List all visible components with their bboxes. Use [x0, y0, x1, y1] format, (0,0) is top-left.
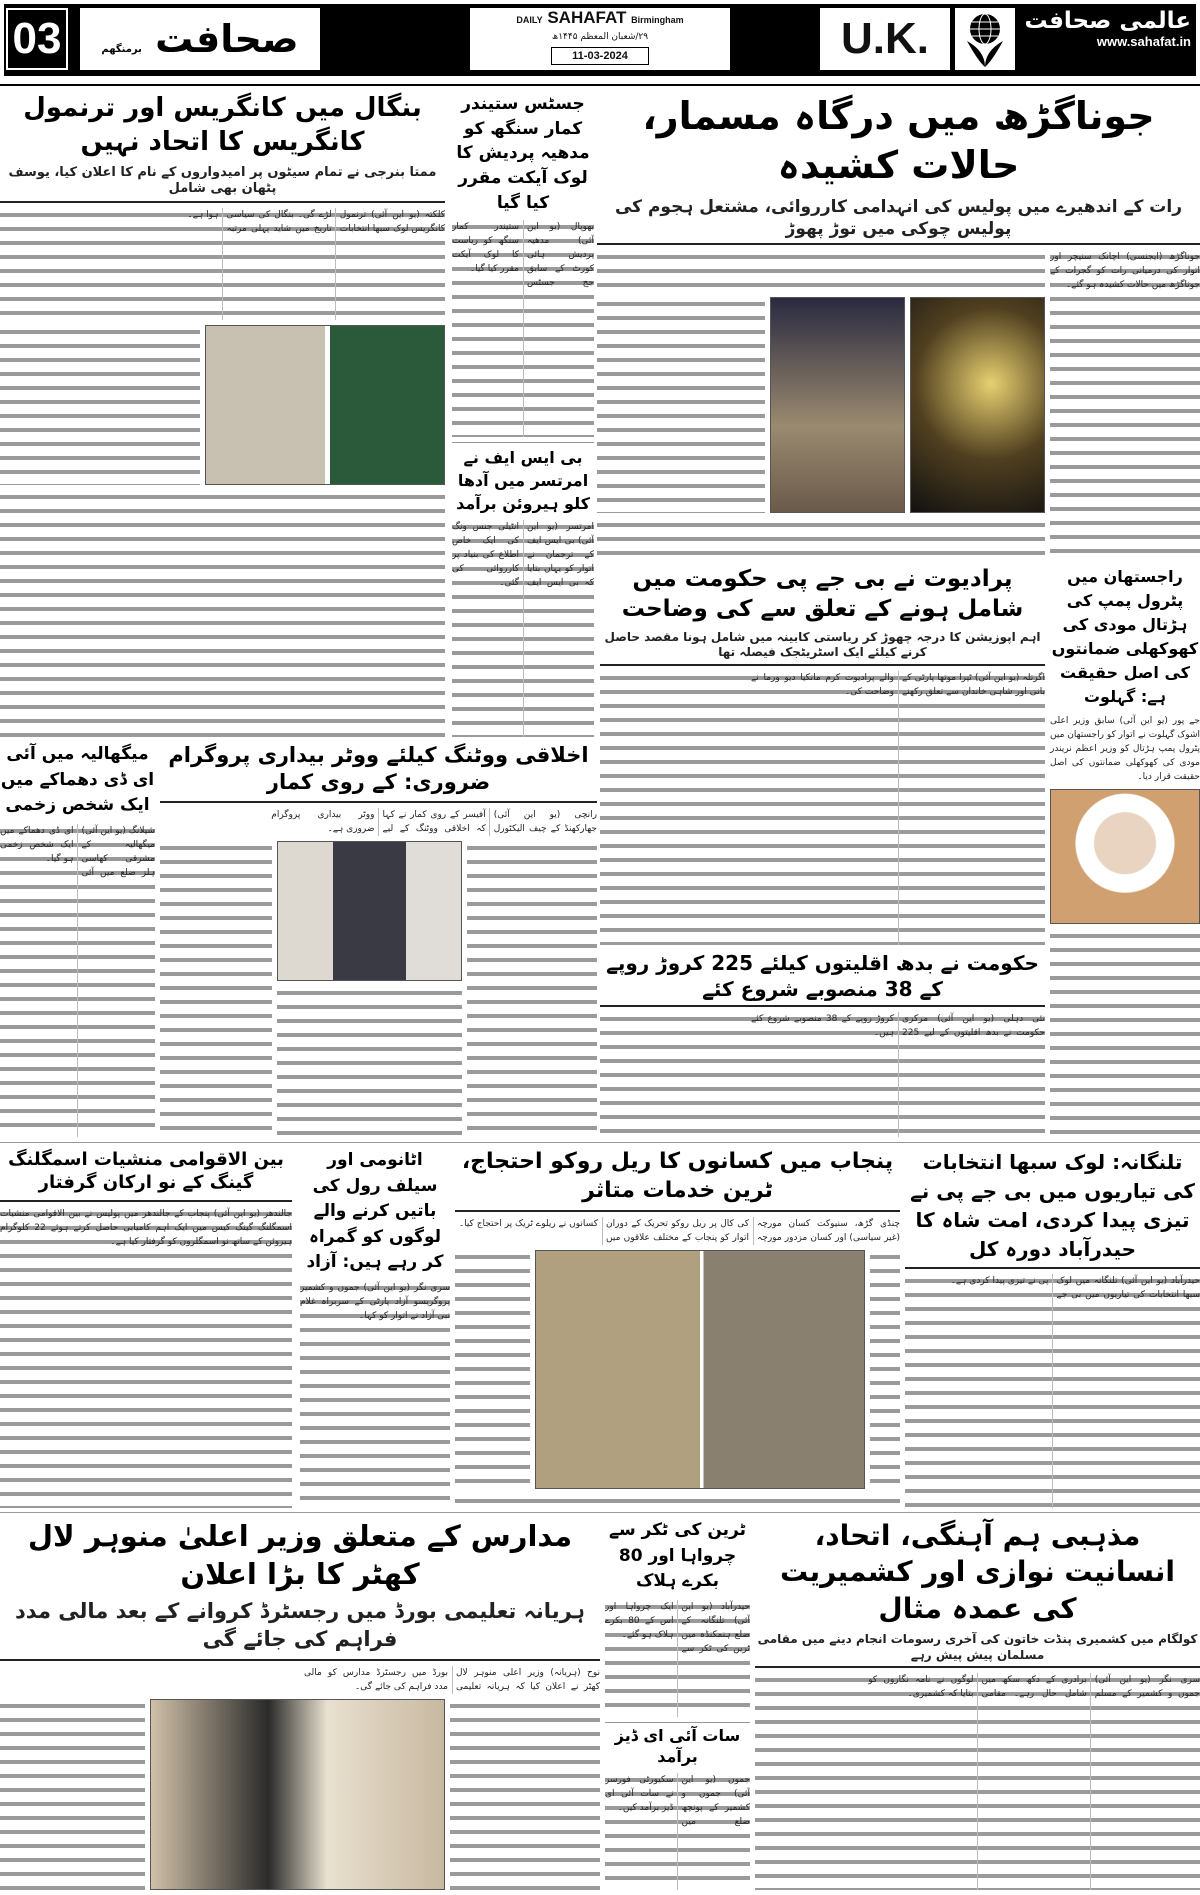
- headline-punjab: پنجاب میں کسانوں کا ریل روکو احتجاج، ٹرین خدمات متاثر: [455, 1148, 900, 1212]
- lede-madaris: نوح (ہریانہ) وزیر اعلی منوہر لال کھٹر نے اعلان کیا کہ ہریانہ تعلیمی بورڈ میں رجسٹرڈ مدارس کو مالی مدد فراہم کی جائے گی۔: [304, 1667, 600, 1692]
- body-madaris-right: [450, 1699, 600, 1890]
- body-ied: [605, 1773, 750, 1890]
- photo-gehlot: [1050, 789, 1200, 924]
- body-bsf: [452, 520, 594, 737]
- page-number: 03: [6, 8, 68, 70]
- urdu-logo-text: صحافت: [155, 17, 299, 61]
- photo-khattar: [150, 1699, 445, 1890]
- headline-meghalaya: میگھالیہ میں آئی ای ڈی دھماکے میں ایک شخص زخمی: [0, 744, 155, 815]
- subhead-bengal: ممتا بنرجی نے تمام سیٹوں پر امیدواروں کے نام کا اعلان کیا، یوسف پٹھان بھی شامل: [0, 165, 445, 204]
- headline-pradyot: پرادیوت نے بی جے پی حکومت میں شامل ہونے کے تعلق سے کی وضاحت: [621, 566, 1024, 622]
- lede-junagadh: جوناگڑھ (ایجنسی) اچانک سنیچر اور اتوار کی درمیانی رات کو گجرات کے جوناگڑھ میں حالات کشیدہ ہو گئے۔: [1050, 251, 1200, 290]
- article-buddhist: [600, 950, 1045, 1137]
- headline-bengal: بنگال میں کانگریس اور ترنمول کانگریس کا اتحاد نہیں: [23, 93, 422, 157]
- section-divider: [0, 1512, 1200, 1513]
- lede-pradyot: اگرتلہ (یو این آئی) ٹپرا موتھا پارٹی کے بانی اور شاہی خاندان سے تعلق رکھنے والے پرادیوت کرم مانکیا دیو ورما نے وضاحت کی۔: [751, 672, 1045, 697]
- lede-meghalaya: شیلانگ (یو این آئی) میگھالیہ کے مشرقی کھاسی ہلز ضلع میں آئی ای ڈی دھماکے میں ایک شخص زخمی ہو گیا۔: [0, 825, 155, 878]
- photo-rail-roko: [535, 1250, 865, 1489]
- brand: [1025, 8, 1195, 70]
- body-lokayukt: [452, 220, 594, 437]
- article-junagadh: [597, 92, 1200, 560]
- body-azad: [300, 1281, 450, 1509]
- body-pradyot: [600, 671, 1045, 945]
- headline-buddhist: حکومت نے بدھ اقلیتوں کیلئے 225 کروڑ روپے کے 38 منصوبے شروع کئے: [600, 950, 1045, 1007]
- headline-bsf: بی ایس ایف نے امرتسر میں آدھا کلو ہیروئن برآمد: [452, 442, 594, 516]
- article-goats-ied: [605, 1518, 750, 1890]
- article-punjab: [455, 1148, 900, 1508]
- subhead-madaris: ہریانہ تعلیمی بورڈ میں رجسٹرڈ کروانے کے بعد مالی مدد فراہم کی جائے گی: [0, 1598, 600, 1661]
- lede-drugs: جالندھر (یو این آئی) پنجاب کے جالندھر میں پولیس نے بین الاقوامی منشیات اسمگلنگ گینگ کیس میں ایک اہم کامیابی حاصل کرتے ہوئے 22 کلوگرام ہیروئن کے ساتھ نو اسمگلروں کو گرفتار کیا ہے۔: [0, 1208, 292, 1247]
- body-punjab-left: [455, 1250, 530, 1489]
- masthead-rule: [0, 84, 1200, 86]
- headline-azad: اٹانومی اور سیلف رول کی باتیں کرنے والے لوگوں کو گمراہ کر رہے ہیں: آزاد: [306, 1150, 444, 1272]
- body-buddhist: [600, 1012, 1045, 1137]
- lede-bengal: کلکتہ (یو این آئی) ترنمول کانگریس لوک سبھا انتخابات لڑے گی۔ بنگال کی سیاسی تاریخ میں شاید پہلی مرتبہ ہوا ہے۔: [187, 210, 445, 235]
- body-junagadh: [1050, 250, 1200, 560]
- body-goats: [605, 1600, 750, 1717]
- city-label: Birmingham: [631, 15, 684, 25]
- body-voter-bottom: [277, 986, 462, 1137]
- paper-name: SAHAFAT: [547, 8, 627, 27]
- photo-dargah-night: [910, 297, 1045, 513]
- body-junagadh-bottom: [597, 518, 1045, 560]
- lede-telangana: حیدرآباد (یو این آئی) تلنگانہ میں لوک سبھا انتخابات کی تیاریوں میں بی جے پی نے تیزی پیدا کردی ہے۔: [950, 1276, 1200, 1300]
- photo-yusuf-mamata: [205, 325, 445, 485]
- body-telangana: [905, 1274, 1200, 1508]
- voter-columns: [160, 841, 597, 1137]
- photo-k-ravi-kumar: [277, 841, 462, 981]
- subhead-kashmiriyat: کولگام میں کشمیری پنڈت خاتون کی آخری رسومات انجام دینے میں مقامی مسلمان پیش پیش رہے: [755, 1632, 1200, 1668]
- body-voter-right: [467, 841, 597, 1137]
- punjab-photo-row: [455, 1250, 900, 1489]
- body-junagadh-left: [597, 297, 765, 513]
- junagadh-columns: [597, 250, 1200, 560]
- headline-telangana: تلنگانہ: لوک سبھا انتخابات کی تیاریوں میں بی جے پی نے تیزی پیدا کردی، امت شاہ کا حیدرآباد دورہ کل: [905, 1148, 1200, 1269]
- body-madaris-left: [0, 1699, 145, 1890]
- body-meghalaya: [0, 824, 155, 1138]
- headline-voter: اخلاقی ووٹنگ کیلئے ووٹر بیداری پروگرام ضروری: کے روی کمار: [160, 742, 597, 803]
- body-punjab-right: [870, 1250, 900, 1489]
- headline-madaris: مدارس کے متعلق وزیر اعلیٰ منوہر لال کھٹر کا بڑا اعلان: [27, 1519, 573, 1591]
- junagadh-photo-row: [597, 297, 1045, 513]
- body-madaris: [0, 1666, 600, 1694]
- photo-dargah: [770, 297, 905, 513]
- headline-kashmiriyat: مذہبی ہم آہنگی، اتحاد، انسانیت نوازی اور کشمیریت کی عمدہ مثال: [779, 1519, 1176, 1625]
- english-logo: [470, 8, 730, 30]
- subhead-pradyot: اہم اپوزیشن کا درجہ چھوڑ کر ریاستی کابینہ میں شامل ہونا مقصد حاصل کرنے کیلئے ایک اسٹریٹجک فیصلہ تھا: [600, 630, 1045, 666]
- article-bengal: [0, 92, 445, 737]
- daily-label: DAILY: [516, 15, 543, 25]
- website-link[interactable]: www.sahafat.in: [1096, 34, 1191, 49]
- masthead-center: [470, 8, 730, 70]
- lede-bsf: امرتسر (یو این آئی) بی ایس ایف کے ترجمان نے اتوار کو یہاں بتایا کہ بی ایس ایف انٹیلی جنس ونگ کی ایک خاص اطلاع کی بنیاد پر کارروائی کی گئی۔: [452, 522, 594, 589]
- hijri-date: ۲۹/شعبان المعظم ۱۴۴۵ھ: [551, 32, 649, 42]
- article-meghalaya: [0, 742, 155, 1137]
- bengal-photo-row: [0, 325, 445, 485]
- lede-buddhist: نئی دہلی (یو این آئی) مرکزی حکومت نے بدھ اقلیتوں کے لیے 225 کروڑ روپے کے 38 منصوبے شروع کئے ہیں۔: [751, 1014, 1045, 1038]
- body-bengal-side: [0, 325, 200, 485]
- lede-ied: جموں (یو این آئی) جموں و کشمیر کے پونچھ ضلع میں سکیورٹی فورسز نے سات آئی ای ڈیز برآمد کیں۔: [605, 1774, 750, 1827]
- body-gehlot-bottom: [1050, 929, 1200, 1137]
- body-kashmiriyat: [755, 1673, 1200, 1890]
- article-voter: [160, 742, 597, 1137]
- section-divider: [0, 1142, 1200, 1143]
- article-azad: [300, 1148, 450, 1508]
- article-gehlot: [1050, 565, 1200, 1137]
- body-gehlot: [1050, 714, 1200, 784]
- date: 11-03-2024: [551, 47, 649, 65]
- globe-icon: [955, 8, 1015, 70]
- lede-lokayukt: بھوپال (یو این آئی) مدھیہ پردیش ہائی کورٹ کے سابق جج جسٹس ستیندر کمار سنگھ کو ریاست کا لوک آیکت مقرر کیا گیا۔: [452, 222, 594, 289]
- lede-punjab: چنڈی گڑھ، سنیوکت کسان مورچہ (غیر سیاسی) اور کسان مزدور مورچہ کی کال پر ریل روکو تحریک کے دوران اتوار کو پنجاب کے مختلف علاقوں میں کسانوں نے ریلوے ٹریک پر احتجاج کیا۔: [458, 1219, 900, 1244]
- subhead-junagadh: رات کے اندھیرے میں پولیس کی انہدامی کارروائی، مشتعل ہجوم کی پولیس چوکی میں توڑ پھوڑ: [597, 196, 1200, 245]
- article-drugs: [0, 1148, 292, 1508]
- lede-goats: حیدرآباد (یو این آئی) تلنگانہ کے ضلع ہنمکنڈہ میں ٹرین کی ٹکر سے ایک چرواہا اور اس کے 80 بکرے ہلاک ہو گئے۔: [605, 1601, 750, 1654]
- article-pradyot: [600, 565, 1045, 945]
- body-punjab: [455, 1217, 900, 1245]
- article-telangana: [905, 1148, 1200, 1508]
- body-drugs: [0, 1207, 292, 1508]
- body-junagadh-top: [597, 250, 1045, 292]
- edition-city-urdu: برمنگھم: [101, 44, 142, 55]
- edition-label: U.K.: [820, 8, 950, 70]
- urdu-logo: [80, 8, 320, 70]
- brand-urdu: عالمی صحافت: [1024, 8, 1191, 34]
- body-bengal: [0, 208, 445, 320]
- article-lokayukt-bsf: [452, 92, 594, 737]
- headline-gehlot: راجستھان میں پٹرول پمپ کی ہڑتال مودی کی کھوکھلی ضمانتوں کی اصل حقیقت ہے: گہلوت: [1051, 567, 1199, 706]
- article-kashmiriyat: [755, 1518, 1200, 1890]
- lede-gehlot: جے پور (یو این آئی) سابق وزیر اعلی اشوک گہلوت نے اتوار کو راجستھان میں پٹرول پمپ ہڑتال کو وزیر اعظم نریندر مودی کی کھوکھلی ضمانتوں کی اصل حقیقت قرار دیا۔: [1050, 716, 1200, 782]
- lede-azad: سری نگر (یو این آئی) جموں و کشمیر پروگریسو آزاد پارٹی کے سربراہ غلام نبی آزاد نے اتوار کو کہا۔: [300, 1282, 450, 1321]
- lede-voter: رانچی (یو این آئی) جھارکھنڈ کے چیف الیکٹورل آفیسر کے روی کمار نے کہا کہ اخلاقی ووٹنگ کے لیے ووٹر بیداری پروگرام ضروری ہے۔: [271, 809, 597, 834]
- body-voter: [160, 808, 597, 836]
- headline-ied: سات آئی ای ڈیز برآمد: [605, 1722, 750, 1768]
- headline-lokayukt: جسٹس ستیندر کمار سنگھ کو مدھیہ پردیش کا لوک آیکت مقرر کیا گیا: [456, 94, 590, 213]
- madaris-photo-row: [0, 1699, 600, 1890]
- body-voter-left: [160, 841, 272, 1137]
- headline-junagadh: جوناگڑھ میں درگاہ مسمار، حالات کشیدہ: [642, 94, 1155, 188]
- junagadh-center: [597, 250, 1045, 560]
- article-madaris: [0, 1518, 600, 1890]
- headline-drugs: بین الاقوامی منشیات اسمگلنگ گینگ کے نو ارکان گرفتار: [0, 1148, 292, 1202]
- body-punjab-bottom: [455, 1494, 900, 1508]
- voter-photo-column: [277, 841, 462, 1137]
- headline-goats: ٹرین کی ٹکر سے چرواہا اور 80 بکرے ہلاک: [608, 1520, 746, 1591]
- body-bengal-bottom: [0, 490, 445, 737]
- lede-kashmiriyat: سری نگر (یو این آئی) جموں و کشمیر کے مسلم برادری کے دکھ سکھ میں شامل حال رہے۔ مقامی لوگوں نے نامہ نگاروں کو بتایا کہ کشمیری۔: [868, 1675, 1200, 1700]
